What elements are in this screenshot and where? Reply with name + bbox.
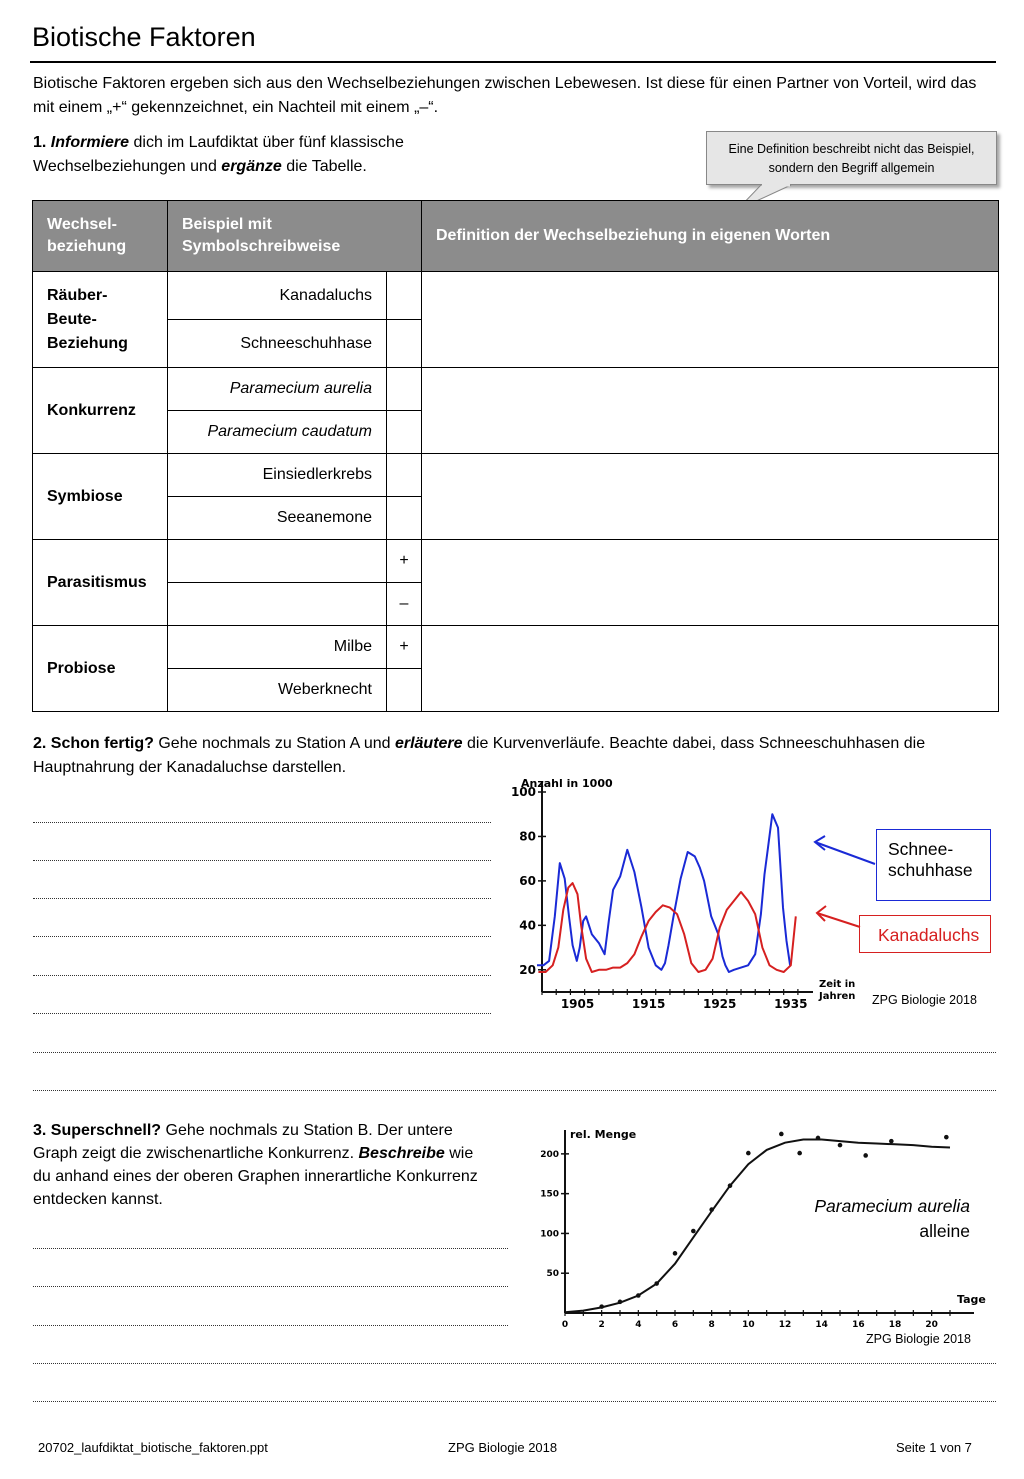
x-tick-label: 6	[671, 1320, 679, 1330]
y-tick-label: 80	[519, 829, 536, 844]
relations-table	[32, 200, 999, 712]
table-header-definition: Definition der Wechselbeziehung in eigenen Worten	[422, 201, 999, 272]
data-point	[889, 1139, 894, 1144]
example-partner-1: Paramecium aurelia	[168, 368, 387, 411]
y-tick-label: 50	[546, 1269, 559, 1280]
symbol-cell-2: –	[387, 583, 422, 626]
page-title: Biotische Faktoren	[32, 22, 256, 52]
data-point	[636, 1293, 641, 1298]
y-tick-label: 200	[540, 1149, 559, 1160]
data-point	[816, 1136, 821, 1141]
example-partner-2: Paramecium caudatum	[168, 411, 387, 454]
example-partner-1: Milbe	[168, 626, 387, 669]
paramecium-y-axis-label: rel. Menge	[570, 1128, 637, 1141]
answer-line[interactable]	[33, 860, 491, 861]
answer-line[interactable]	[33, 975, 491, 976]
task-2-verb: erläutere	[394, 735, 463, 752]
definition-cell[interactable]	[422, 368, 999, 454]
definition-cell[interactable]	[422, 540, 999, 626]
relation-name: Parasitismus	[33, 540, 168, 626]
data-point	[654, 1281, 659, 1286]
legend-arrows	[805, 830, 885, 930]
task-1-verb-1: Informiere	[50, 134, 130, 151]
answer-line[interactable]	[33, 1052, 996, 1053]
data-point	[673, 1251, 678, 1256]
relation-name: Probiose	[33, 626, 168, 712]
task-2-text-2: die Kurvenverläufe. Beachte dabei, dass Schneeschuhhasen die Hauptnahrung der Kanadaluchse darstellen.	[33, 735, 926, 776]
x-tick-label: 14	[815, 1320, 828, 1330]
answer-line[interactable]	[33, 1013, 491, 1014]
data-point	[746, 1151, 751, 1156]
table-header-example: Beispiel mit Symbolschreibweise	[168, 201, 422, 272]
table-row	[33, 368, 999, 411]
x-tick-label: 1905	[560, 997, 595, 1011]
hare-lynx-x-axis-label: Zeit in Jahren	[819, 979, 856, 1002]
answer-line[interactable]	[33, 1248, 508, 1249]
y-tick-label: 40	[519, 918, 536, 933]
x-tick-label: 2	[598, 1320, 605, 1330]
task-3-text-2: wie du anhand eines der oberen Graphen innerartliche Konkurrenz entdecken kannst.	[33, 1145, 478, 1208]
symbol-cell-1[interactable]	[387, 368, 422, 411]
symbol-cell-2[interactable]	[387, 411, 422, 454]
legend-label-hare: Schnee- schuhhase	[888, 839, 973, 880]
task-3-lead: 3. Superschnell?	[33, 1122, 162, 1139]
intro-text: Biotische Faktoren ergeben sich aus den Wechselbeziehungen zwischen Lebewesen. Ist diese für einen Partner von Vorteil, wird das mit einem „+“ gekennzeichnet, ein Nachteil mit einem „–“.	[33, 75, 977, 116]
definition-callout: Eine Definition beschreibt nicht das Beispiel, sondern den Begriff allgemein	[706, 131, 997, 185]
x-tick-label: 8	[708, 1320, 715, 1330]
example-partner-2: Seeanemone	[168, 497, 387, 540]
legend-label-lynx: Kanadaluchs	[878, 925, 980, 945]
symbol-cell-2[interactable]	[387, 320, 422, 368]
task-1-text-2: die Tabelle.	[281, 158, 367, 175]
y-tick-label: 150	[540, 1189, 559, 1200]
x-tick-label: 20	[925, 1320, 938, 1330]
symbol-cell-1: +	[387, 626, 422, 669]
y-tick-label: 20	[519, 962, 536, 977]
answer-line[interactable]	[33, 936, 491, 937]
title-rule	[30, 61, 996, 63]
relation-name: Symbiose	[33, 454, 168, 540]
symbol-cell-1: +	[387, 540, 422, 583]
data-point	[691, 1229, 696, 1234]
table-row	[33, 626, 999, 669]
data-point	[944, 1135, 949, 1140]
answer-line[interactable]	[33, 822, 491, 823]
task-3-verb: Beschreibe	[358, 1145, 445, 1162]
data-point	[709, 1207, 714, 1212]
data-point	[779, 1132, 784, 1137]
example-partner-1: Kanadaluchs	[168, 272, 387, 320]
y-tick-label: 60	[519, 873, 536, 888]
task-2-text-1: Gehe nochmals zu Station A und	[153, 735, 395, 752]
data-point	[728, 1183, 733, 1188]
example-partner-1: Einsiedlerkrebs	[168, 454, 387, 497]
example-partner-2: Schneeschuhhase	[168, 320, 387, 368]
x-tick-label: 12	[778, 1320, 792, 1330]
table-header-relation: Wechsel- beziehung	[33, 201, 168, 272]
definition-cell[interactable]	[422, 272, 999, 368]
task-1-text-1: dich im Laufdiktat über fünf klassische Wechselbeziehungen und	[33, 134, 404, 175]
symbol-cell-2[interactable]	[387, 497, 422, 540]
task-2-lead: 2. Schon fertig?	[33, 735, 154, 752]
x-tick-label: 16	[852, 1320, 865, 1330]
y-tick-label: 100	[540, 1229, 559, 1240]
answer-line[interactable]	[33, 1090, 996, 1091]
task-1	[33, 131, 453, 179]
table-row	[33, 272, 999, 320]
data-point	[618, 1300, 623, 1305]
x-tick-label: 1935	[774, 997, 808, 1011]
example-partner-1[interactable]	[168, 540, 387, 583]
table-row	[33, 454, 999, 497]
task-3-text-1: Gehe nochmals zu Station B. Der untere Graph zeigt die zwischenartliche Konkurrenz.	[33, 1122, 453, 1162]
symbol-cell-1[interactable]	[387, 272, 422, 320]
hare-lynx-y-axis-label: Anzahl in 1000	[521, 777, 613, 790]
symbol-cell-2[interactable]	[387, 669, 422, 712]
footer-page-number: Seite 1 von 7	[896, 1440, 972, 1455]
x-tick-label: 18	[888, 1320, 902, 1330]
x-tick-label: 1915	[631, 997, 666, 1011]
data-point	[599, 1304, 604, 1309]
answer-line[interactable]	[33, 1286, 508, 1287]
data-point	[797, 1151, 802, 1156]
task-1-number: 1.	[33, 134, 47, 151]
footer-filename: 20702_laufdiktat_biotische_faktoren.ppt	[38, 1440, 268, 1455]
definition-cell[interactable]	[422, 626, 999, 712]
answer-line[interactable]	[33, 1325, 508, 1326]
answer-line[interactable]	[33, 1363, 996, 1364]
example-partner-2[interactable]	[168, 583, 387, 626]
answer-line[interactable]	[33, 1401, 996, 1402]
footer-center: ZPG Biologie 2018	[448, 1440, 558, 1455]
task-1-verb-2: ergänze	[221, 158, 282, 175]
relation-name: Konkurrenz	[33, 368, 168, 454]
answer-line[interactable]	[33, 898, 491, 899]
x-tick-label: 4	[635, 1320, 642, 1330]
symbol-cell-1[interactable]	[387, 454, 422, 497]
paramecium-label: Paramecium aurelia alleine	[814, 1196, 970, 1241]
data-point	[838, 1143, 843, 1148]
chart-1-credit: ZPG Biologie 2018	[872, 993, 977, 1007]
table-row	[33, 540, 999, 583]
chart-2-credit: ZPG Biologie 2018	[866, 1332, 971, 1346]
hare-series-line	[537, 814, 790, 972]
x-tick-label: 10	[742, 1320, 755, 1330]
x-tick-label: 1925	[702, 997, 737, 1011]
example-partner-2: Weberknecht	[168, 669, 387, 712]
definition-cell[interactable]	[422, 454, 999, 540]
x-tick-label: 0	[561, 1320, 569, 1330]
paramecium-x-axis-label: Tage	[957, 1293, 986, 1306]
y-tick-label: 100	[510, 785, 536, 799]
relation-name: Räuber- Beute- Beziehung	[33, 272, 168, 368]
data-point	[863, 1153, 868, 1158]
task-3	[33, 1119, 483, 1211]
